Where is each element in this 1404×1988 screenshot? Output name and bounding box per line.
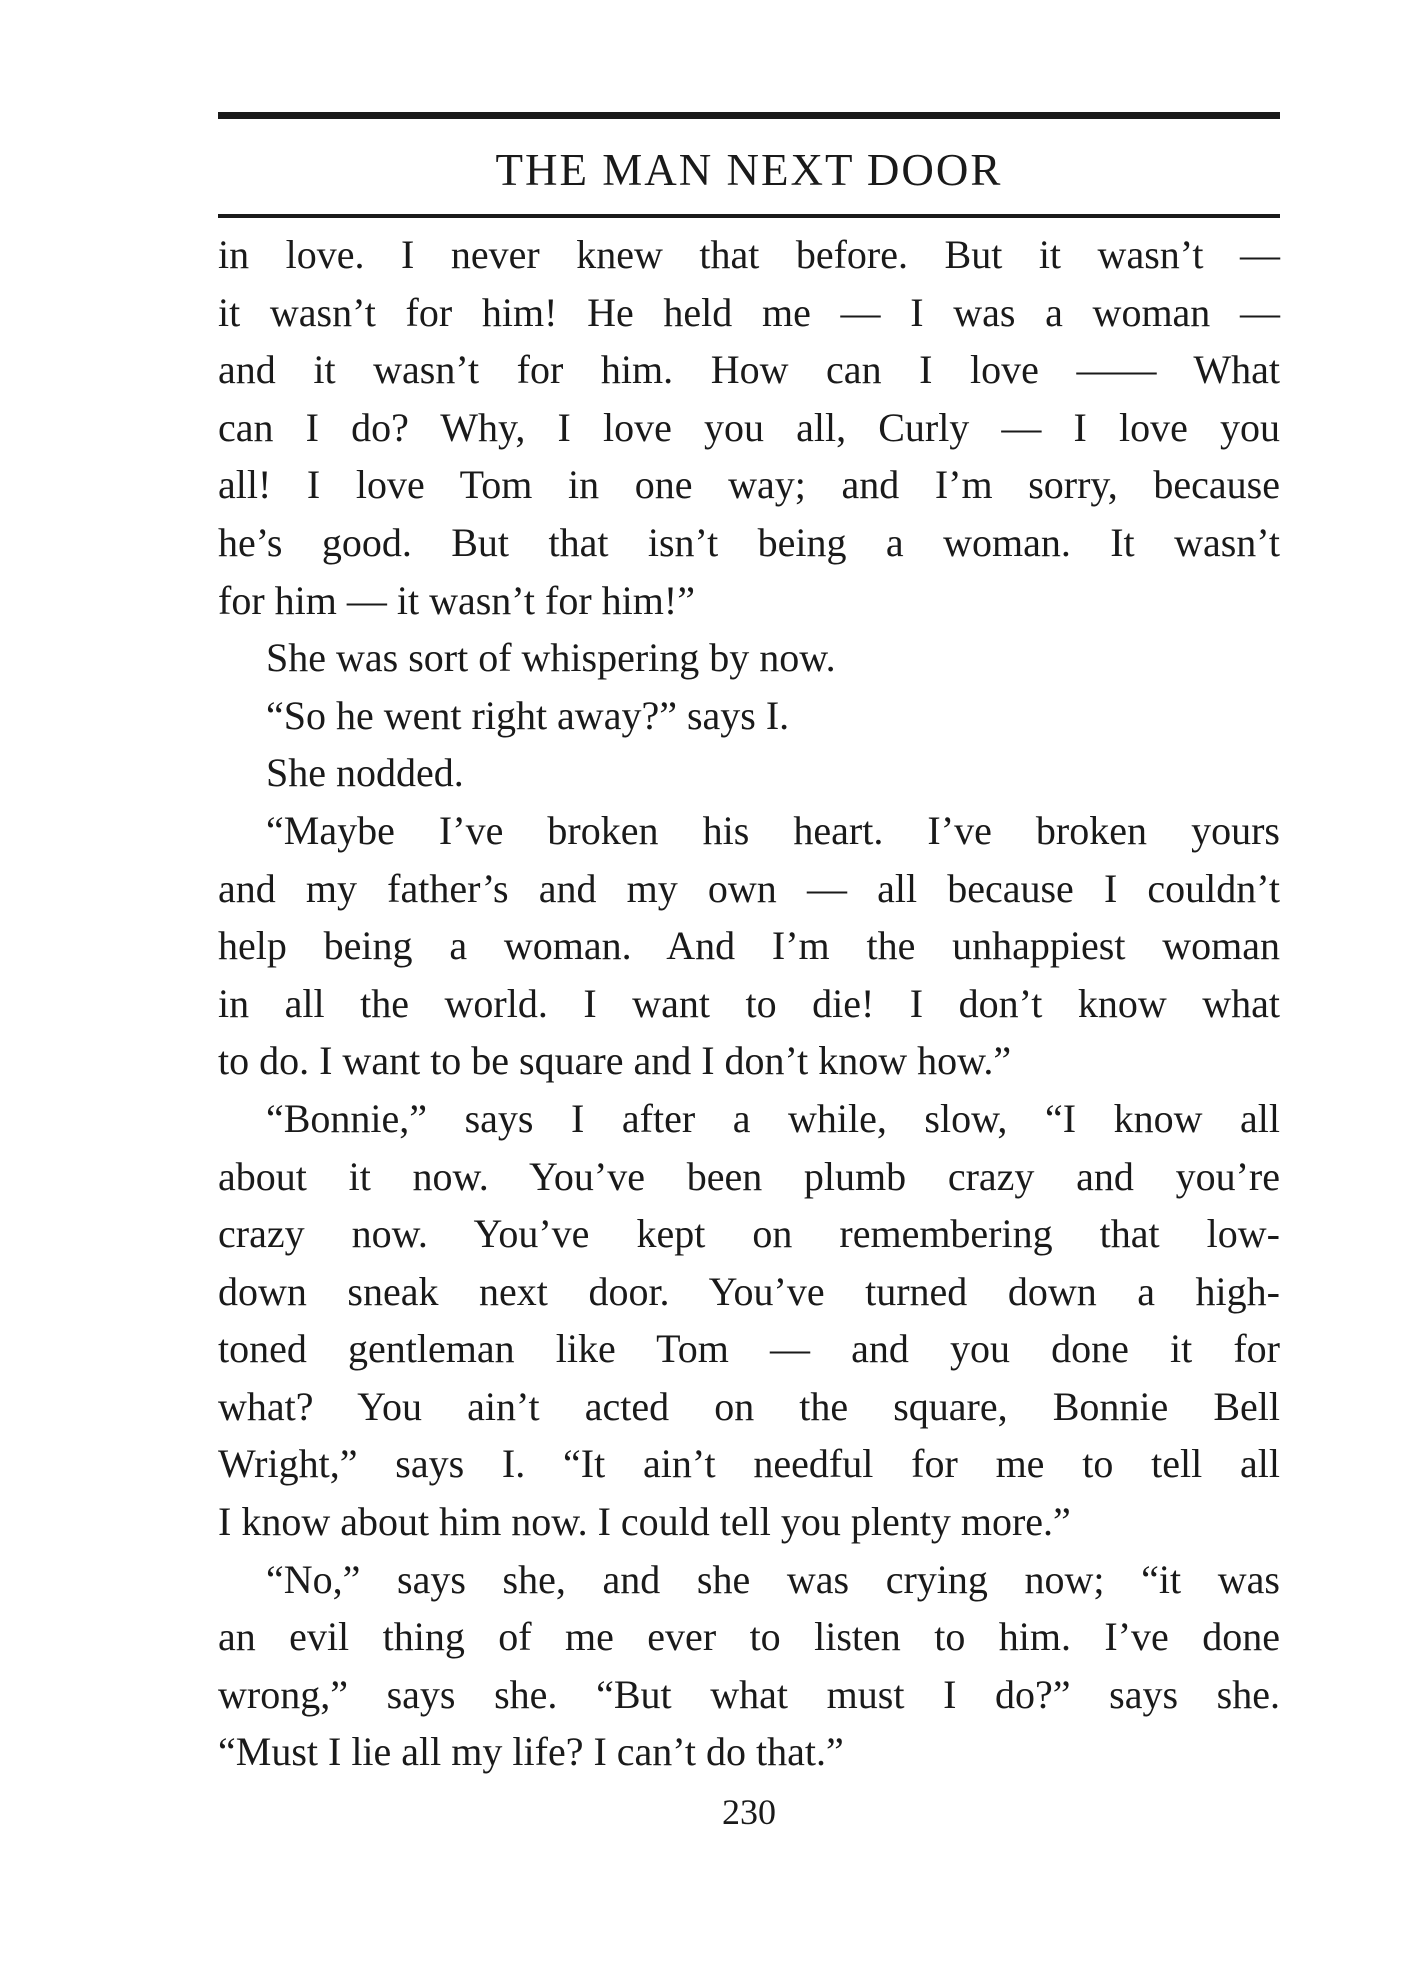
text-line: it wasn’t for him! He held me — I was a woman — [218, 289, 1280, 335]
text-line: in love. I never knew that before. But it wasn’t — [218, 232, 1280, 277]
text-line: for him — it wasn’t for him!” [218, 577, 695, 623]
text-line: about it now. You’ve been plumb crazy and you’re [218, 1153, 1280, 1199]
text-line: “Maybe I’ve broken his heart. I’ve broken yours [266, 807, 1280, 853]
text-line: help being a woman. And I’m the unhappiest woman [218, 923, 1280, 969]
text-line: wrong,” says she. “But what must I do?” says she. [218, 1671, 1280, 1717]
paragraph [218, 687, 1280, 745]
text-line: and it wasn’t for him. How can I love —— What [218, 347, 1280, 393]
text-line: he’s good. But that isn’t being a woman. It wasn’t [218, 519, 1280, 565]
text-line: crazy now. You’ve kept on remembering that low- [218, 1211, 1280, 1257]
body-text [218, 226, 1280, 1781]
page-number: 230 [722, 1792, 776, 1833]
text-line: She was sort of whispering by now. [266, 635, 836, 681]
paragraph [218, 1551, 1280, 1781]
text-line: “Must I lie all my life? I can’t do that.” [218, 1729, 844, 1775]
text-line: toned gentleman like Tom — and you done it for [218, 1326, 1280, 1372]
text-line: She nodded. [266, 750, 464, 796]
text-line: an evil thing of me ever to listen to him. I’ve done [218, 1614, 1280, 1660]
text-line: to do. I want to be square and I don’t know how.” [218, 1038, 1012, 1084]
text-line: what? You ain’t acted on the square, Bonnie Bell [218, 1383, 1280, 1429]
header-rule-bottom [218, 214, 1280, 218]
paragraph [218, 1090, 1280, 1551]
paragraph [218, 744, 1280, 802]
text-line: “No,” says she, and she was crying now; “it was [266, 1556, 1280, 1602]
text-line: and my father’s and my own — all because I couldn’t [218, 865, 1280, 911]
text-line: can I do? Why, I love you all, Curly — I love you [218, 404, 1280, 450]
text-line: I know about him now. I could tell you plenty more.” [218, 1499, 1071, 1545]
text-line: in all the world. I want to die! I don’t know what [218, 980, 1280, 1026]
paragraph [218, 629, 1280, 687]
text-line: “Bonnie,” says I after a while, slow, “I know all [266, 1095, 1280, 1141]
book-page [218, 112, 1280, 1837]
text-line: Wright,” says I. “It ain’t needful for me to tell all [218, 1441, 1280, 1487]
running-head: THE MAN NEXT DOOR [495, 145, 1003, 195]
paragraph [218, 226, 1280, 629]
text-line: down sneak next door. You’ve turned down a high- [218, 1268, 1280, 1314]
text-line: all! I love Tom in one way; and I’m sorry, because [218, 462, 1280, 508]
header-rule-top [218, 112, 1280, 119]
paragraph [218, 802, 1280, 1090]
text-line: “So he went right away?” says I. [266, 692, 790, 738]
